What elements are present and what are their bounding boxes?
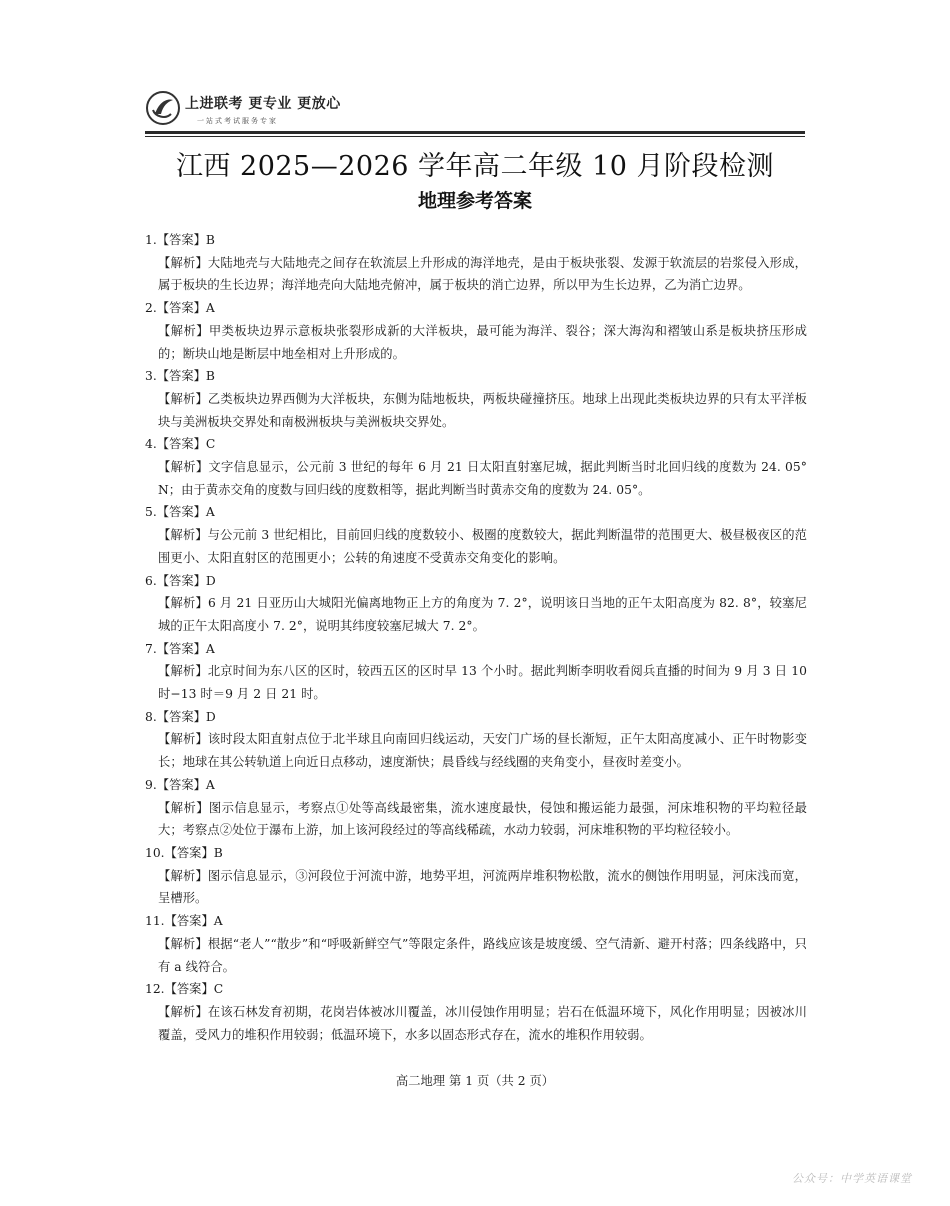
answer-line: [145, 978, 807, 1001]
question-item: [145, 297, 807, 365]
explanation: 【解析】在该石林发育初期，花岗岩体被冰川覆盖，冰川侵蚀作用明显；岩石在低温环境下，风化作用明显；因被冰川覆盖，受风力的堆积作用较弱；低温环境下，水多以固态形式存在，流水的堆积作用较弱。: [158, 1004, 807, 1042]
question-item: [145, 774, 807, 842]
explanation: 【解析】该时段太阳直射点位于北半球且向南回归线运动，天安门广场的昼长渐短，正午太阳高度减小、正午时物影变长；地球在其公转轨道上向近日点移动，速度渐快；晨昏线与经线圈的夹角变小，昼夜时差变小。: [158, 732, 807, 770]
brand-logo-icon: [145, 90, 181, 126]
answer-value: 【答案】C: [164, 982, 224, 997]
question-number: 12.: [145, 982, 165, 997]
question-number: 4.: [145, 437, 157, 452]
question-item: [145, 501, 807, 569]
explanation: 【解析】6 月 21 日亚历山大城阳光偏离地物正上方的角度为 7. 2°，说明该日当地的正午太阳高度为 82. 8°，较塞尼城的正午太阳高度小 7. 2°，说明其纬度较塞尼城大 7. 2°。: [158, 596, 807, 633]
question-item: [145, 706, 807, 774]
answer-line: [145, 501, 807, 524]
explanation: 【解析】与公元前 3 世纪相比，目前回归线的度数较小、极圈的度数较大，据此判断温带的范围更大、极昼极夜区的范围更小、太阳直射区的范围更小；公转的角速度不受黄赤交角变化的影响。: [158, 528, 807, 565]
explanation: 【解析】大陆地壳与大陆地壳之间存在软流层上升形成的海洋地壳，是由于板块张裂、发源于软流层的岩浆侵入形成，属于板块的生长边界；海洋地壳向大陆地壳俯冲，属于板块的消亡边界，所以甲为生长边界，乙为消亡边界。: [158, 255, 807, 293]
question-item: [145, 365, 807, 433]
answer-line: [145, 570, 807, 593]
header: [145, 86, 805, 134]
header-rule-thin: [145, 136, 805, 137]
question-item: [145, 229, 807, 297]
question-number: 9.: [145, 777, 157, 792]
answer-value: 【答案】D: [156, 573, 216, 588]
answer-value: 【答案】C: [156, 437, 216, 452]
answer-value: 【答案】A: [156, 641, 215, 656]
answer-line: [145, 638, 807, 661]
answer-value: 【答案】B: [164, 845, 223, 860]
answer-value: 【答案】A: [164, 914, 223, 929]
page-subtitle: 地理参考答案: [417, 190, 532, 212]
question-number: 10.: [145, 845, 165, 860]
question-number: 2.: [145, 301, 157, 316]
question-number: 5.: [145, 505, 157, 520]
explanation: 【解析】文字信息显示，公元前 3 世纪的每年 6 月 21 日太阳直射塞尼城，据此判断当时北回归线的度数为 24. 05° N；由于黄赤交角的度数与回归线的度数相等，据此判断当时黄赤交角的度数为 24. 05°。: [158, 460, 807, 497]
header-rule: [145, 131, 805, 134]
answer-value: 【答案】D: [156, 709, 216, 724]
explanation: 【解析】甲类板块边界示意板块张裂形成新的大洋板块，最可能为海洋、裂谷；深大海沟和褶皱山系是板块挤压形成的；断块山地是断层中地垒相对上升形成的。: [158, 323, 807, 361]
explanation: 【解析】图示信息显示，考察点①处等高线最密集，流水速度最快，侵蚀和搬运能力最强，河床堆积物的平均粒径最大；考察点②处位于瀑布上游，加上该河段经过的等高线稀疏，水动力较弱，河床堆积物的平均粒径较小。: [158, 800, 807, 838]
answer-line: [145, 774, 807, 797]
question-number: 1.: [145, 233, 157, 247]
question-item: [145, 842, 807, 910]
brand-name: 上进联考 更专业 更放心: [185, 96, 341, 112]
question-item: [145, 910, 807, 978]
question-item: [145, 570, 807, 638]
watermark: 公众号：中学英语课堂: [792, 1172, 912, 1185]
answer-line: [145, 229, 807, 252]
answer-value: 【答案】A: [156, 777, 215, 792]
question-number: 3.: [145, 369, 157, 384]
answer-line: [145, 706, 807, 729]
explanation: 【解析】图示信息显示，③河段位于河流中游，地势平坦，河流两岸堆积物松散，流水的侧蚀作用明显，河床浅而宽，呈槽形。: [158, 868, 807, 906]
answer-line: [145, 365, 807, 388]
answer-line: [145, 433, 807, 456]
page-title: 江西 2025—2026 学年高二年级 10 月阶段检测: [175, 151, 775, 182]
question-item: [145, 433, 807, 501]
question-item: [145, 978, 807, 1046]
brand-tagline: 一站式考试服务专家: [197, 117, 278, 125]
question-number: 11.: [145, 914, 165, 929]
explanation: 【解析】根据“老人”“散步”和“呼吸新鲜空气”等限定条件，路线应该是坡度缓、空气清新、避开村落；四条线路中，只有 a 线符合。: [158, 936, 807, 974]
answer-list: [145, 229, 807, 1046]
explanation: 【解析】北京时间为东八区的区时，较西五区的区时早 13 个小时。据此判断李明收看阅兵直播的时间为 9 月 3 日 10 时−13 时＝9 月 2 日 21 时。: [158, 664, 807, 702]
answer-value: 【答案】B: [156, 233, 215, 247]
page-footer: 高二地理 第 1 页（共 2 页）: [395, 1074, 555, 1088]
question-number: 7.: [145, 641, 157, 656]
answer-value: 【答案】A: [156, 505, 215, 520]
answer-value: 【答案】B: [156, 369, 215, 384]
question-item: [145, 638, 807, 706]
question-number: 6.: [145, 573, 157, 588]
answer-line: [145, 910, 807, 933]
question-number: 8.: [145, 709, 157, 724]
explanation: 【解析】乙类板块边界西侧为大洋板块，东侧为陆地板块，两板块碰撞挤压。地球上出现此类板块边界的只有太平洋板块与美洲板块交界处和南极洲板块与美洲板块交界处。: [158, 391, 807, 429]
answer-value: 【答案】A: [156, 301, 215, 316]
answer-line: [145, 297, 807, 320]
answer-line: [145, 842, 807, 865]
